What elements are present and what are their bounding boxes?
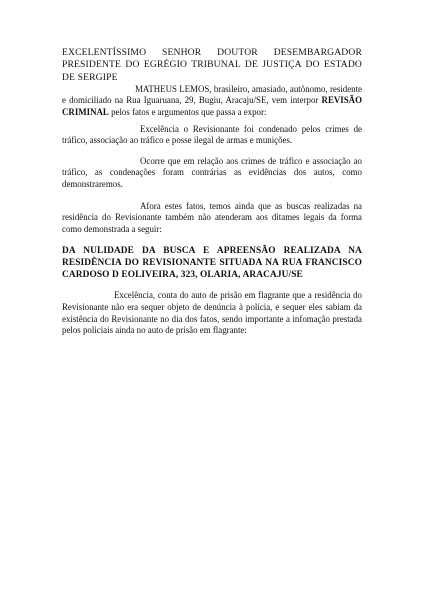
paragraph-conviction: Excelência o Revisionante foi condenado pelos crimes de tráfico, associação ao tráfico e posse ilegal de armas e munições. (62, 123, 362, 146)
petition-type: REVISÃO CRIMINAL (62, 95, 362, 118)
paragraph-arrest-record: Excelência, conta do auto de prisão em flagrante que a residência do Revisionante não era sequer objeto de denúncia à polícia, e sequer eles sabiam da existência do Revisionante no dia dos fatos, sendo importante a infomação prestada pelos policiais ainda no auto de prisão em flagrante: (62, 290, 362, 336)
section-heading: DA NULIDADE DA BUSCA E APREENSÃO REALIZADA NA RESIDÊNCIA DO REVISIONANTE SITUADA NA RUA FRANCISCO CARDOSO D EOLIVEIRA, 323, OLARIA, ARACAJU/SE (62, 246, 362, 281)
intro-text-start: MATHEUS LEMOS, brasileiro, amasiado, autônomo, residente e domiciliado na Rua Iguaruana, 29, Bugiu, Aracaju/SE, vem interpor (62, 83, 362, 106)
addressee-heading: EXCELENTÍSSIMO SENHOR DOUTOR DESEMBARGADOR PRESIDENTE DO EGRÉGIO TRIBUNAL DE JUSTIÇA DO ESTADO DE SERGIPE (62, 47, 362, 83)
paragraph-contrary-evidence: Ocorre que em relação aos crimes de tráfico e associação ao tráfico, as condenações foram contrárias as evidências dos autos, como demonstraremos. (62, 155, 362, 190)
intro-text-end: pelos fatos e argumentos que passa a expor: (108, 107, 267, 118)
paragraph-search-issue: Afora estes fatos, temos ainda que as buscas realizadas na residência do Revisionante também não atenderam aos ditames legais da forma como demonstrada a seguir: (62, 200, 362, 234)
document-body (62, 47, 362, 337)
intro-paragraph (62, 84, 362, 119)
